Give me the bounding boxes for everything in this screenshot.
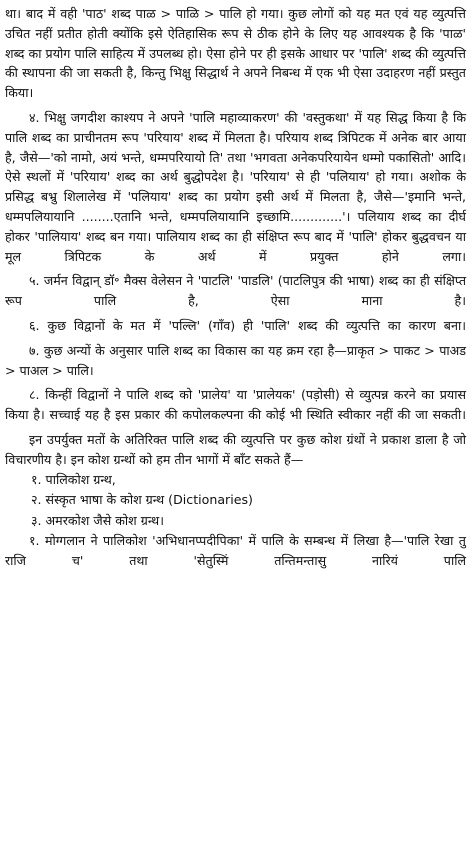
list-item: ३. अमरकोश जैसे कोश ग्रन्थ। (31, 512, 165, 528)
paragraph-lexicon-intro: इन उपर्युक्त मतों के अतिरिक्त पालि शब्द की व्युत्पत्ति पर कुछ कोश ग्रंथों ने प्रकाश डाला है जो विचारणीय है। इन कोश ग्रन्थों को हम तीन भागों में बाँट सकते हैं— (5, 431, 466, 467)
paragraph-praleya-theory: ८. किन्हीं विद्वानों ने पालि शब्द को 'प्रालेय' या 'प्रालेयक' (पड़ोसी) से व्युत्पन्न करने का प्रयास किया है। सच्चाई यह है इस प्रकार की कपोलकल्पना की कोई भी स्थिति स्वीकार नहीं की जा सकती। (5, 387, 466, 423)
paragraph-moggallana-lexicon: १. मोग्गलान ने पालिकोश 'अभिधानप्पदीपिका' में पालि के सम्बन्ध में लिखा है—'पालि रेखा तु राजि च' तथा 'सेतुस्मिं तन्तिमन्तासु नारियं पालि (5, 533, 466, 568)
list-item: २. संस्कृत भाषा के कोश ग्रन्थ (Dictionaries) (31, 492, 253, 508)
paragraph-prakrit-development-sequence: ७. कुछ अन्यों के अनुसार पालि शब्द का विकास का यह क्रम रहा है—प्राकृत > पाकट > पाअड > पाअल > पालि। (5, 342, 466, 378)
paragraph-kashyap-pariyaya-theory: ४. भिक्षु जगदीश काश्यप ने अपने 'पालि महाव्याकरण' की 'वस्तुकथा' में यह सिद्ध किया है कि पालि शब्द का प्राचीनतम रूप 'परियाय' शब्द में मिलता है। परियाय शब्द त्रिपिटक में अनेक बार आया है, जैसे—'को नामो, अयं भन्ते, धम्मपरियायो ति' तथा 'भगवता अनेकपरियायेन धम्मो पकासितो' आदि। ऐसे स्थलों में 'परियाय' शब्द का अर्थ बुद्धोपदेश है। 'परियाय' से ही 'पलियाय' हो गया। अशोक के प्रसिद्ध बभ्रु शिलालेख में 'पलियाय' शब्द का प्रयोग इसी अर्थ में मिलता है, जैसे—'इमानि भन्ते, धम्मपलियायानि ........एतानि भन्ते, धम्मपलियायानि इच्छामि.............'। पलियाय शब्द का दीर्घ होकर 'पालियाय' शब्द बन गया। पालियाय शब्द का ही संक्षिप्त रूप बाद में 'पालि' होकर बुद्धवचन या मूल त्रिपिटक के अर्थ में प्रयुक्त होने लगा। (5, 109, 466, 264)
paragraph-palli-village-theory: ६. कुछ विद्वानों के मत में 'पल्लि' (गाँव) ही 'पालि' शब्द की व्युत्पत्ति का कारण बना। (29, 317, 466, 333)
paragraph-walleser-patali-theory: ५. जर्मन विद्वान् डॉ॰ मैक्स वेलेसन ने 'पाटलि' 'पाडलि' (पाटलिपुत्र की भाषा) शब्द का ही संक्षिप्त रूप पालि है, ऐसा माना है। (5, 273, 466, 309)
paragraph-pali-path-etymology: था। बाद में वही 'पाठ' शब्द पाळ > पाळि > पालि हो गया। कुछ लोगों को यह मत एवं यह व्युत्पत्ति उचित नहीं प्रतीत होती क्योंकि इसे ऐतिहासिक रूप से ठीक होने के लिए यह आवश्यक है कि 'पाळ' शब्द का प्रयोग पालि साहित्य में उपलब्ध हो। ऐसा होने पर ही इसके आधार पर 'पालि' शब्द की व्युत्पत्ति की स्थापना की जा सकती है, किन्तु भिक्षु सिद्धार्थ ने अपने निबन्ध में एक भी ऐसा उदाहरण नहीं प्रस्तुत किया। (5, 6, 466, 101)
list-item: १. पालिकोश ग्रन्थ, (31, 471, 116, 487)
lexicon-categories-list (5, 470, 466, 532)
